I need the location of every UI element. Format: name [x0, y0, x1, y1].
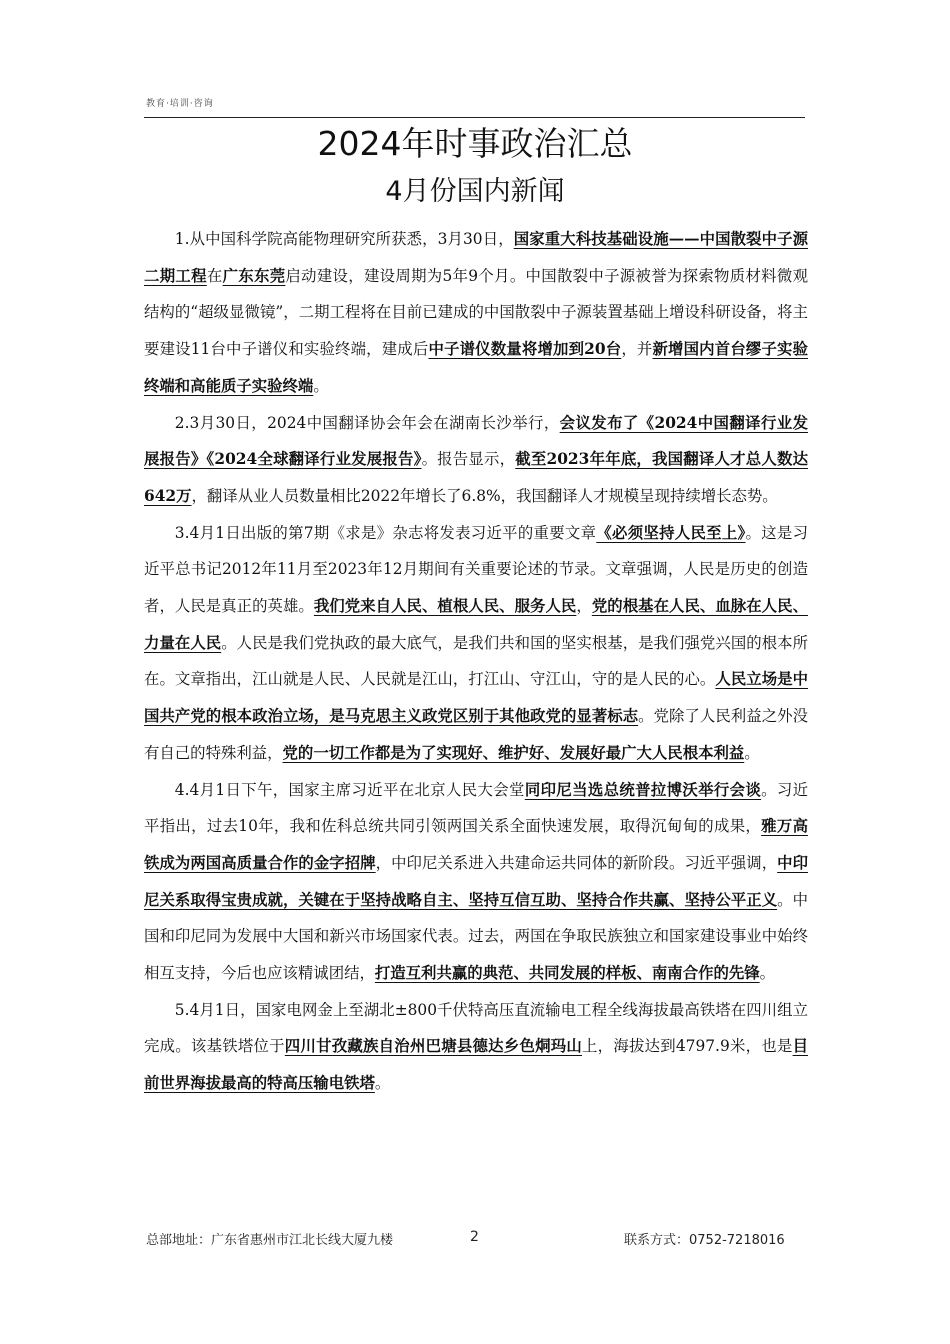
key-point-text: 新增国内首台缪子实验终端和高能质子实验终端 [144, 340, 808, 395]
key-point-text: 中子谱仪数量将增加到20台 [428, 340, 622, 359]
page-number: 2 [470, 1229, 479, 1245]
body-text: 3.4月1日出版的第7期《求是》杂志将发表习近平的重要文章 [174, 523, 597, 542]
body-text: 。 [313, 376, 329, 395]
body-text: 上，海拔达到4797.9米，也是 [582, 1037, 793, 1056]
news-item-2 [144, 405, 808, 515]
page-title: 2024年时事政治汇总 [317, 124, 633, 163]
body-text: 启动建设，建设周期为5年9个月。中国散裂中子源被誉为探索物质材料微观结构的“超级显微镜”，二期工程将在目前已建成的中国散裂中子源装置基础上增设科研设备，将主要建设11台中子谱仪和实验终端，建成后 [144, 266, 808, 359]
body-text: 1.从中国科学院高能物理研究所获悉，3月30日， [174, 230, 514, 248]
header-divider [144, 117, 805, 118]
key-point-text: 中印尼关系取得宝贵成就，关键在于坚持战略自主、坚持互信互助、坚持合作共赢、坚持公平正义 [144, 853, 808, 909]
key-point-text: 人民立场是中国共产党的根本政治立场，是马克思主义政党区别于其他政党的显著标志 [144, 670, 808, 726]
news-item-3 [144, 515, 808, 772]
header-logo-text: 教育·培训·咨询 [146, 99, 214, 109]
key-point-text: 广东东莞 [222, 266, 286, 285]
body-text: 。报告显示， [421, 450, 516, 469]
body-text: 。 [374, 1074, 391, 1093]
body-text: 。人民是我们党执政的最大底气，是我们共和国的坚实根基，是我们强党兴国的根本所在。文章指出，江山就是人民、人民就是江山，打江山、守江山，守的是人民的心。 [144, 633, 808, 689]
body-text: 。 [744, 743, 760, 762]
body-text: 。习近平指出，过去10年，我和佐科总统共同引领两国关系全面快速发展，取得沉甸甸的成果， [144, 780, 808, 836]
footer-contact: 联系方式：0752-7218016 [624, 1233, 785, 1248]
key-point-text: 截至2023年年底，我国翻译人才总人数达642万 [144, 450, 809, 505]
body-text: 。这是习近平总书记2012年11月至2023年12月期间有关重要论述的节录。文章强调，人民是历史的创造者，人民是真正的英雄。 [144, 523, 808, 616]
key-point-text: 打造互利共赢的典范、共同发展的样板、南南合作的先锋 [374, 964, 760, 983]
key-point-text: 党的根基在人民、血脉在人民、力量在人民 [144, 597, 808, 652]
key-point-text: 国家重大科技基础设施——中国散裂中子源二期工程 [144, 230, 808, 285]
body-text: ，中印尼关系进入共建命运共同体的新阶段。习近平强调， [375, 853, 778, 872]
body-text: 5.4月1日，国家电网金上至湖北±800千伏特高压直流输电工程全线海拔最高铁塔在四川组立完成。该基铁塔位于 [144, 1000, 808, 1056]
key-point-text: 四川甘孜藏族自治州巴塘县德达乡色烔玛山 [284, 1037, 583, 1056]
key-point-text: 会议发布了《2024中国翻译行业发展报告》《2024全球翻译行业发展报告》 [144, 413, 808, 469]
body-text: ，并 [621, 340, 653, 359]
key-point-text: 目前世界海拔最高的特高压输电铁塔 [144, 1037, 808, 1093]
body-text: 。 [759, 964, 776, 983]
key-point-text: 党的一切工作都是为了实现好、维护好、发展好最广大人民根本利益 [282, 743, 745, 762]
news-item-1 [144, 221, 808, 405]
key-point-text: 《必须坚持人民至上》 [596, 523, 746, 542]
news-item-4 [144, 772, 808, 992]
footer-address: 总部地址：广东省惠州市江北长线大厦九楼 [146, 1233, 394, 1248]
body-text: ，翻译从业人员数量相比2022年增长了6.8%，我国翻译人才规模呈现持续增长态势。 [191, 486, 778, 505]
body-text: 4.4月1日下午，国家主席习近平在北京人民大会堂 [174, 780, 525, 799]
body-text: 在 [206, 266, 223, 285]
body-text: ， [576, 597, 592, 616]
article-body [144, 221, 808, 1102]
news-item-5 [144, 992, 808, 1102]
body-text: 2.3月30日，2024中国翻译协会年会在湖南长沙举行， [174, 413, 560, 432]
body-text: 。中国和印尼同为发展中大国和新兴市场国家代表。过去，两国在争取民族独立和国家建设事业中始终相互支持，今后也应该精诚团结， [144, 890, 808, 983]
key-point-text: 雅万高铁成为两国高质量合作的金字招牌 [144, 817, 808, 872]
key-point-text: 同印尼当选总统普拉博沃举行会谈 [524, 780, 762, 799]
body-text: 。党除了人民利益之外没有自己的特殊利益， [144, 707, 808, 762]
key-point-text: 我们党来自人民、植根人民、服务人民 [313, 597, 577, 616]
page-subtitle: 4月份国内新闻 [385, 176, 565, 207]
